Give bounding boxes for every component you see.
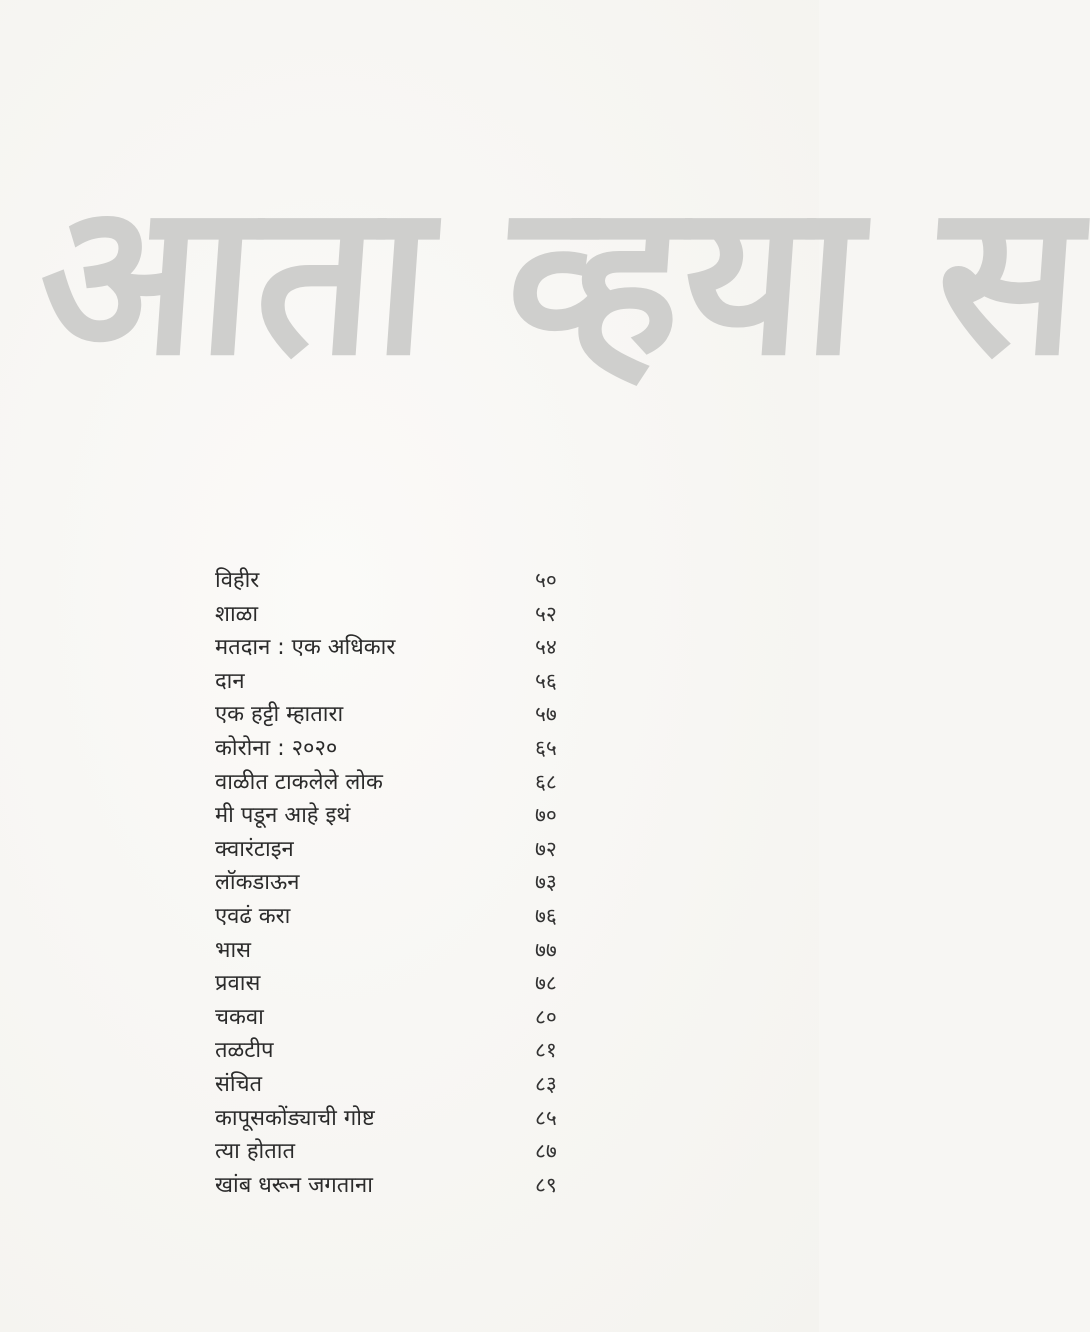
- toc-row: [215, 732, 595, 766]
- toc-title: क्वारंटाइन: [215, 836, 294, 862]
- toc-page-number: ७६: [535, 903, 557, 928]
- toc-title: भास: [215, 937, 252, 963]
- toc-page-number: ८१: [535, 1038, 557, 1063]
- toc-title: एवढं करा: [215, 903, 291, 929]
- toc-title: मी पडून आहे इथं: [215, 803, 351, 829]
- toc-page-number: ७३: [535, 870, 557, 895]
- toc-page-number: ७८: [535, 971, 557, 996]
- toc-title: प्रवास: [215, 971, 261, 997]
- toc-title: खांब धरून जगताना: [215, 1172, 373, 1198]
- toc-row: [215, 1135, 595, 1169]
- toc-title: त्या होतात: [215, 1139, 295, 1165]
- toc-row: [215, 1001, 595, 1035]
- table-of-contents: [215, 564, 595, 1202]
- toc-page-number: ८७: [535, 1139, 557, 1164]
- toc-page-number: ७७: [535, 937, 557, 962]
- toc-page-number: ५२: [535, 601, 557, 626]
- toc-page-number: ७०: [535, 803, 557, 828]
- toc-row: [215, 1034, 595, 1068]
- toc-page-number: ५७: [535, 702, 557, 727]
- title-watermark: आता व्हया स: [31, 157, 1090, 402]
- toc-page-number: ८५: [535, 1105, 557, 1130]
- toc-row: [215, 934, 595, 968]
- toc-page-number: ८९: [535, 1172, 557, 1197]
- toc-title: मतदान : एक अधिकार: [215, 635, 396, 661]
- toc-row: [215, 598, 595, 632]
- toc-row: [215, 833, 595, 867]
- toc-row: [215, 900, 595, 934]
- toc-title: संचित: [215, 1071, 263, 1097]
- toc-page-number: ५४: [535, 635, 557, 660]
- toc-page-number: ६८: [535, 769, 557, 794]
- toc-title: चकवा: [215, 1004, 264, 1030]
- toc-title: कापूसकोंड्याची गोष्ट: [215, 1105, 375, 1131]
- toc-title: कोरोना : २०२०: [215, 735, 338, 761]
- toc-page-number: ५६: [535, 668, 557, 693]
- toc-title: वाळीत टाकलेले लोक: [215, 769, 383, 795]
- toc-title: एक हट्टी म्हातारा: [215, 702, 344, 728]
- toc-title: विहीर: [215, 568, 260, 593]
- toc-row: [215, 866, 595, 900]
- toc-row: [215, 1102, 595, 1136]
- toc-page-number: ८०: [535, 1004, 557, 1029]
- toc-row: [215, 698, 595, 732]
- toc-page-number: ६५: [535, 735, 557, 760]
- toc-page-number: ५०: [535, 568, 557, 592]
- toc-title: शाळा: [215, 601, 259, 627]
- toc-title: तळटीप: [215, 1038, 274, 1064]
- toc-title: लॉकडाऊन: [215, 870, 300, 896]
- toc-row: [215, 665, 595, 699]
- toc-row: [215, 799, 595, 833]
- toc-row: [215, 564, 595, 598]
- toc-row: [215, 1068, 595, 1102]
- toc-row: [215, 766, 595, 800]
- toc-page-number: ८३: [535, 1071, 557, 1096]
- toc-row: [215, 967, 595, 1001]
- toc-page-number: ७२: [535, 836, 557, 861]
- toc-row: [215, 631, 595, 665]
- toc-row: [215, 1169, 595, 1203]
- toc-title: दान: [215, 668, 245, 694]
